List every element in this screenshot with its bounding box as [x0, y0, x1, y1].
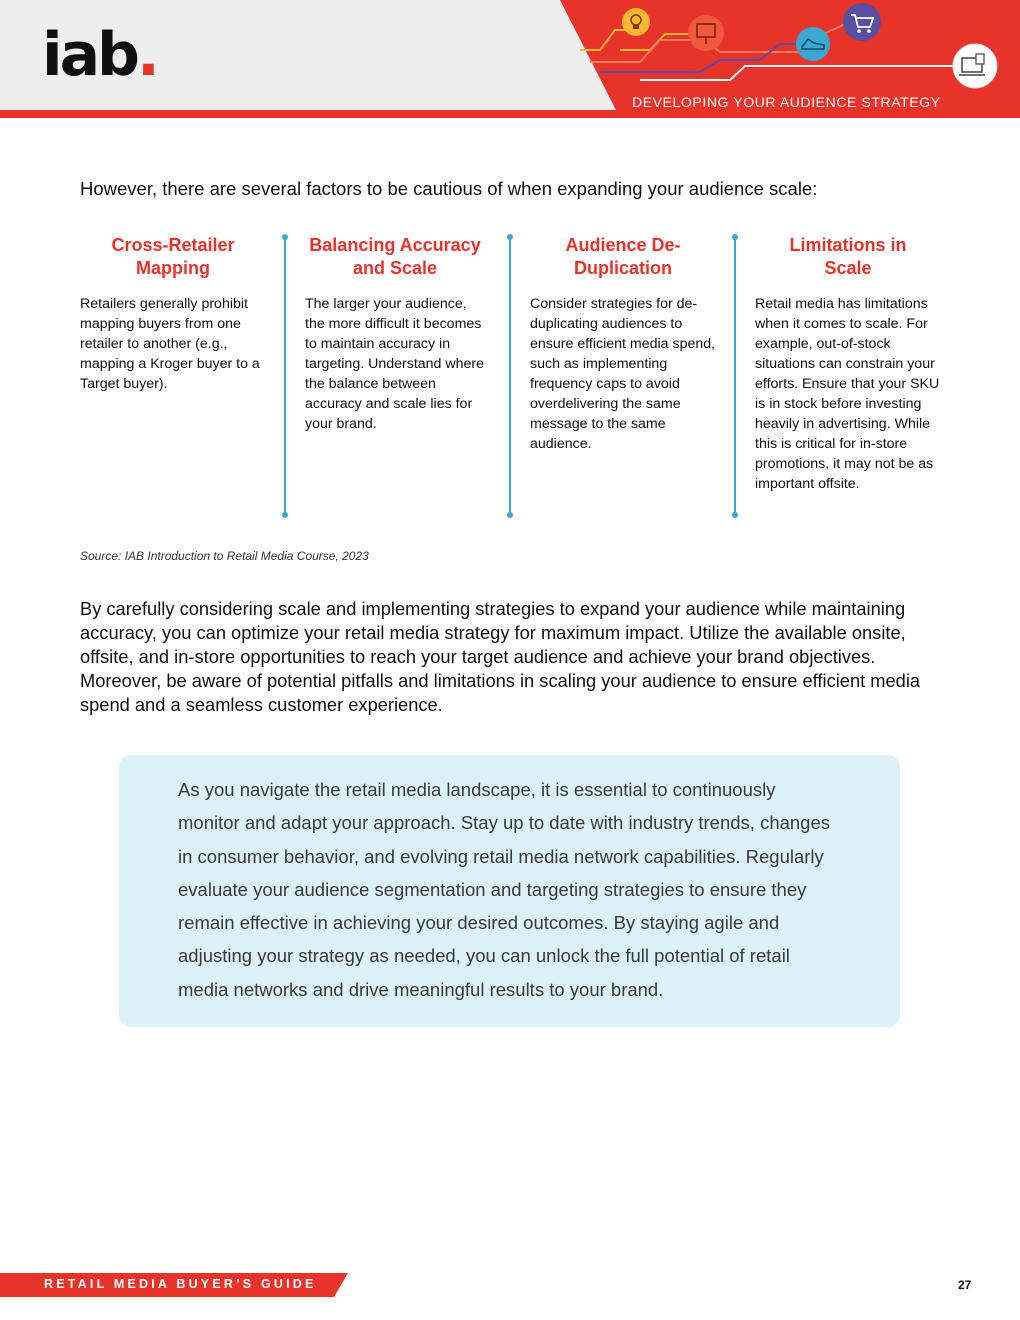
factor-title: Cross-Retailer Mapping	[111, 235, 235, 278]
lightbulb-icon	[622, 8, 650, 36]
presentation-board-icon	[688, 15, 724, 51]
page-number: 27	[958, 1278, 972, 1292]
column-divider	[507, 234, 513, 518]
factor-title: Audience De-Duplication	[565, 235, 681, 278]
iab-logo: iab.	[42, 20, 157, 90]
column-divider	[282, 234, 288, 518]
factor-text: Consider strategies for de-duplicating audiences to ensure efficient media spend, such as implementing frequency caps to avoid overdelivering the same message to the same audience.	[530, 296, 716, 452]
intro-text: However, there are several factors to be cautious of when expanding your audience scale:	[80, 178, 818, 199]
factor-column	[305, 234, 485, 434]
factor-text: Retail media has limitations when it comes to scale. For example, out-of-stock situations can constrain your efforts. Ensure that your SKU is in stock before investing heavily in advertising. While this is critical for in-store promotions, it may not be as important offsite.	[755, 296, 940, 492]
section-title: DEVELOPING YOUR AUDIENCE STRATEGY	[632, 94, 941, 110]
callout-box	[119, 755, 900, 1027]
factor-title: Limitations in Scale	[789, 235, 907, 278]
factor-column	[530, 234, 716, 454]
source-citation: Source: IAB Introduction to Retail Media Course, 2023	[80, 549, 369, 563]
factor-column	[80, 234, 266, 394]
factor-title: Balancing Accuracy and Scale	[309, 235, 481, 278]
sneaker-icon	[796, 27, 830, 61]
column-divider	[732, 234, 738, 518]
factor-columns	[80, 234, 960, 524]
page-header	[0, 0, 1020, 118]
laptop-shopping-bag-icon	[953, 44, 997, 88]
factor-text: The larger your audience, the more difficult it becomes to maintain accuracy in targeting. Understand where the balance between accuracy and scale lies for your brand.	[305, 296, 485, 432]
factor-column	[755, 234, 941, 494]
body-paragraph: By carefully considering scale and implementing strategies to expand your audience while maintaining accuracy, you can optimize your retail media strategy for maximum impact. Utilize the available onsite, offsite, and in-store opportunities to reach your target audience and achieve your brand objectives. Moreover, be aware of potential pitfalls and limitations in scaling your audience to ensure efficient media spend and a seamless customer experience.	[80, 598, 921, 715]
callout-text: As you navigate the retail media landscape, it is essential to continuously monitor and adapt your approach. Stay up to date with industry trends, changes in consumer behavior, and evolving retail media network capabilities. Regularly evaluate your audience segmentation and targeting strategies to ensure they remain effective in achieving your desired outcomes. By staying agile and adjusting your strategy as needed, you can unlock the full potential of retail media networks and drive meaningful results to your brand.	[178, 779, 831, 1000]
factor-text: Retailers generally prohibit mapping buyers from one retailer to another (e.g., mapping a Kroger buyer to a Target buyer).	[80, 296, 260, 392]
footer-label: RETAIL MEDIA BUYER’S GUIDE	[44, 1277, 317, 1291]
shopping-cart-icon	[843, 3, 881, 41]
